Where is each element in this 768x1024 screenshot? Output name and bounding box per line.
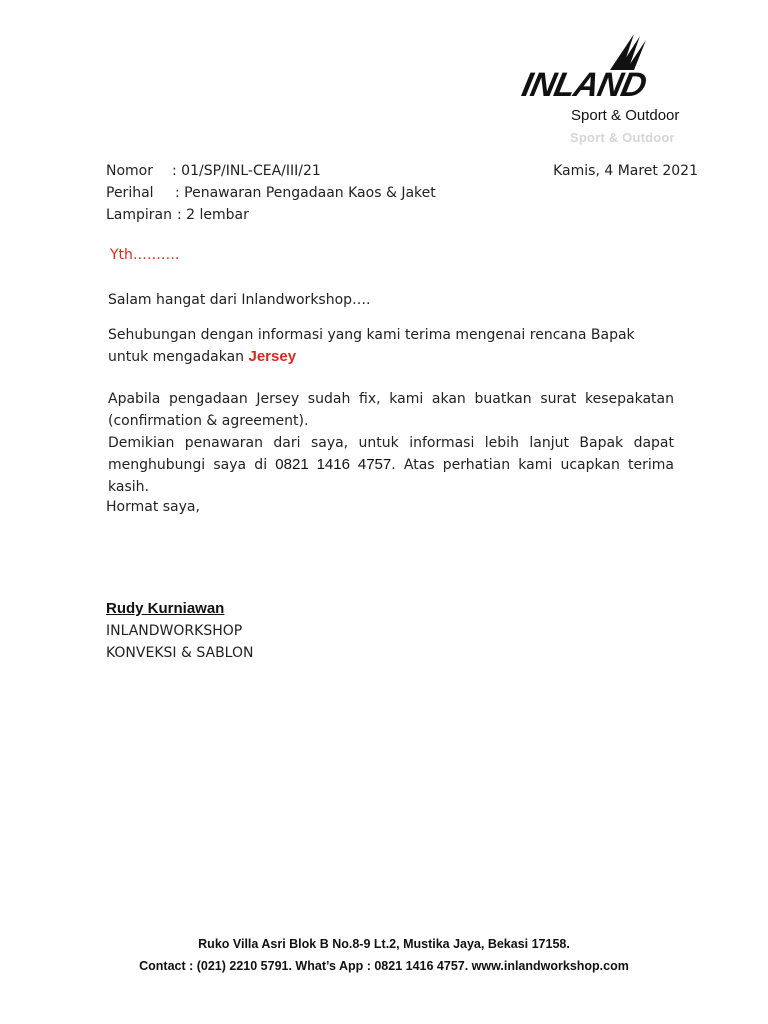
sehubungan-text: Sehubungan dengan informasi yang kami terima mengenai rencana Bapak untuk mengadakan <box>108 327 635 365</box>
meta-nomor-value: : 01/SP/INL-CEA/III/21 <box>172 163 321 179</box>
meta-lampiran-value: : 2 lembar <box>177 207 249 223</box>
closing-text: Hormat saya, <box>106 499 200 515</box>
demikian-text: Demikian penawaran dari saya, untuk informasi lebih lanjut Bapak dapat menghubungi saya di <box>108 435 674 473</box>
meta-perihal-label: Perihal <box>106 185 154 201</box>
signer-company: INLANDWORKSHOP <box>106 623 243 639</box>
meta-nomor-label: Nomor <box>106 163 153 179</box>
jersey-highlight: Jersey <box>248 348 297 365</box>
sehubungan-paragraph <box>108 324 674 368</box>
meta-perihal-value: : Penawaran Pengadaan Kaos & Jaket <box>175 185 436 201</box>
brand-wordmark: INLAND <box>518 66 650 104</box>
meta-perihal-row <box>106 182 436 204</box>
meta-lampiran-row <box>106 204 436 226</box>
trident-icon <box>610 34 646 70</box>
signer-block <box>106 598 253 664</box>
letter-date: Kamis, 4 Maret 2021 <box>553 163 698 179</box>
apabila-paragraph: Apabila pengadaan Jersey sudah fix, kami akan buatkan surat kesepakatan (confirmation & agreement). <box>108 391 674 429</box>
demikian-paragraph <box>108 432 674 498</box>
inland-logo-graphic <box>518 32 712 104</box>
signer-division: KONVEKSI & SABLON <box>106 645 254 661</box>
signer-name: Rudy Kurniawan <box>106 600 225 617</box>
logo-tagline: Sport & Outdoor <box>571 107 680 124</box>
greeting-paragraph: Salam hangat dari Inlandworkshop…. <box>108 292 371 308</box>
meta-lampiran-label: Lampiran <box>106 207 173 223</box>
salutation: Yth………. <box>110 247 180 263</box>
phone-number: 0821 1416 4757 <box>275 456 392 473</box>
letter-meta <box>106 160 436 226</box>
logo-ghost-text: Sport & Outdoor <box>570 130 675 145</box>
meta-nomor-row <box>106 160 436 182</box>
footer-address: Ruko Villa Asri Blok B No.8-9 Lt.2, Mustika Jaya, Bekasi 17158. <box>198 937 570 951</box>
footer-contact: Contact : (021) 2210 5791. What’s App : 0821 1416 4757. www.inlandworkshop.com <box>139 959 629 973</box>
demikian-end: . Atas perhatian kami ucapkan terima kasih. <box>108 457 674 495</box>
